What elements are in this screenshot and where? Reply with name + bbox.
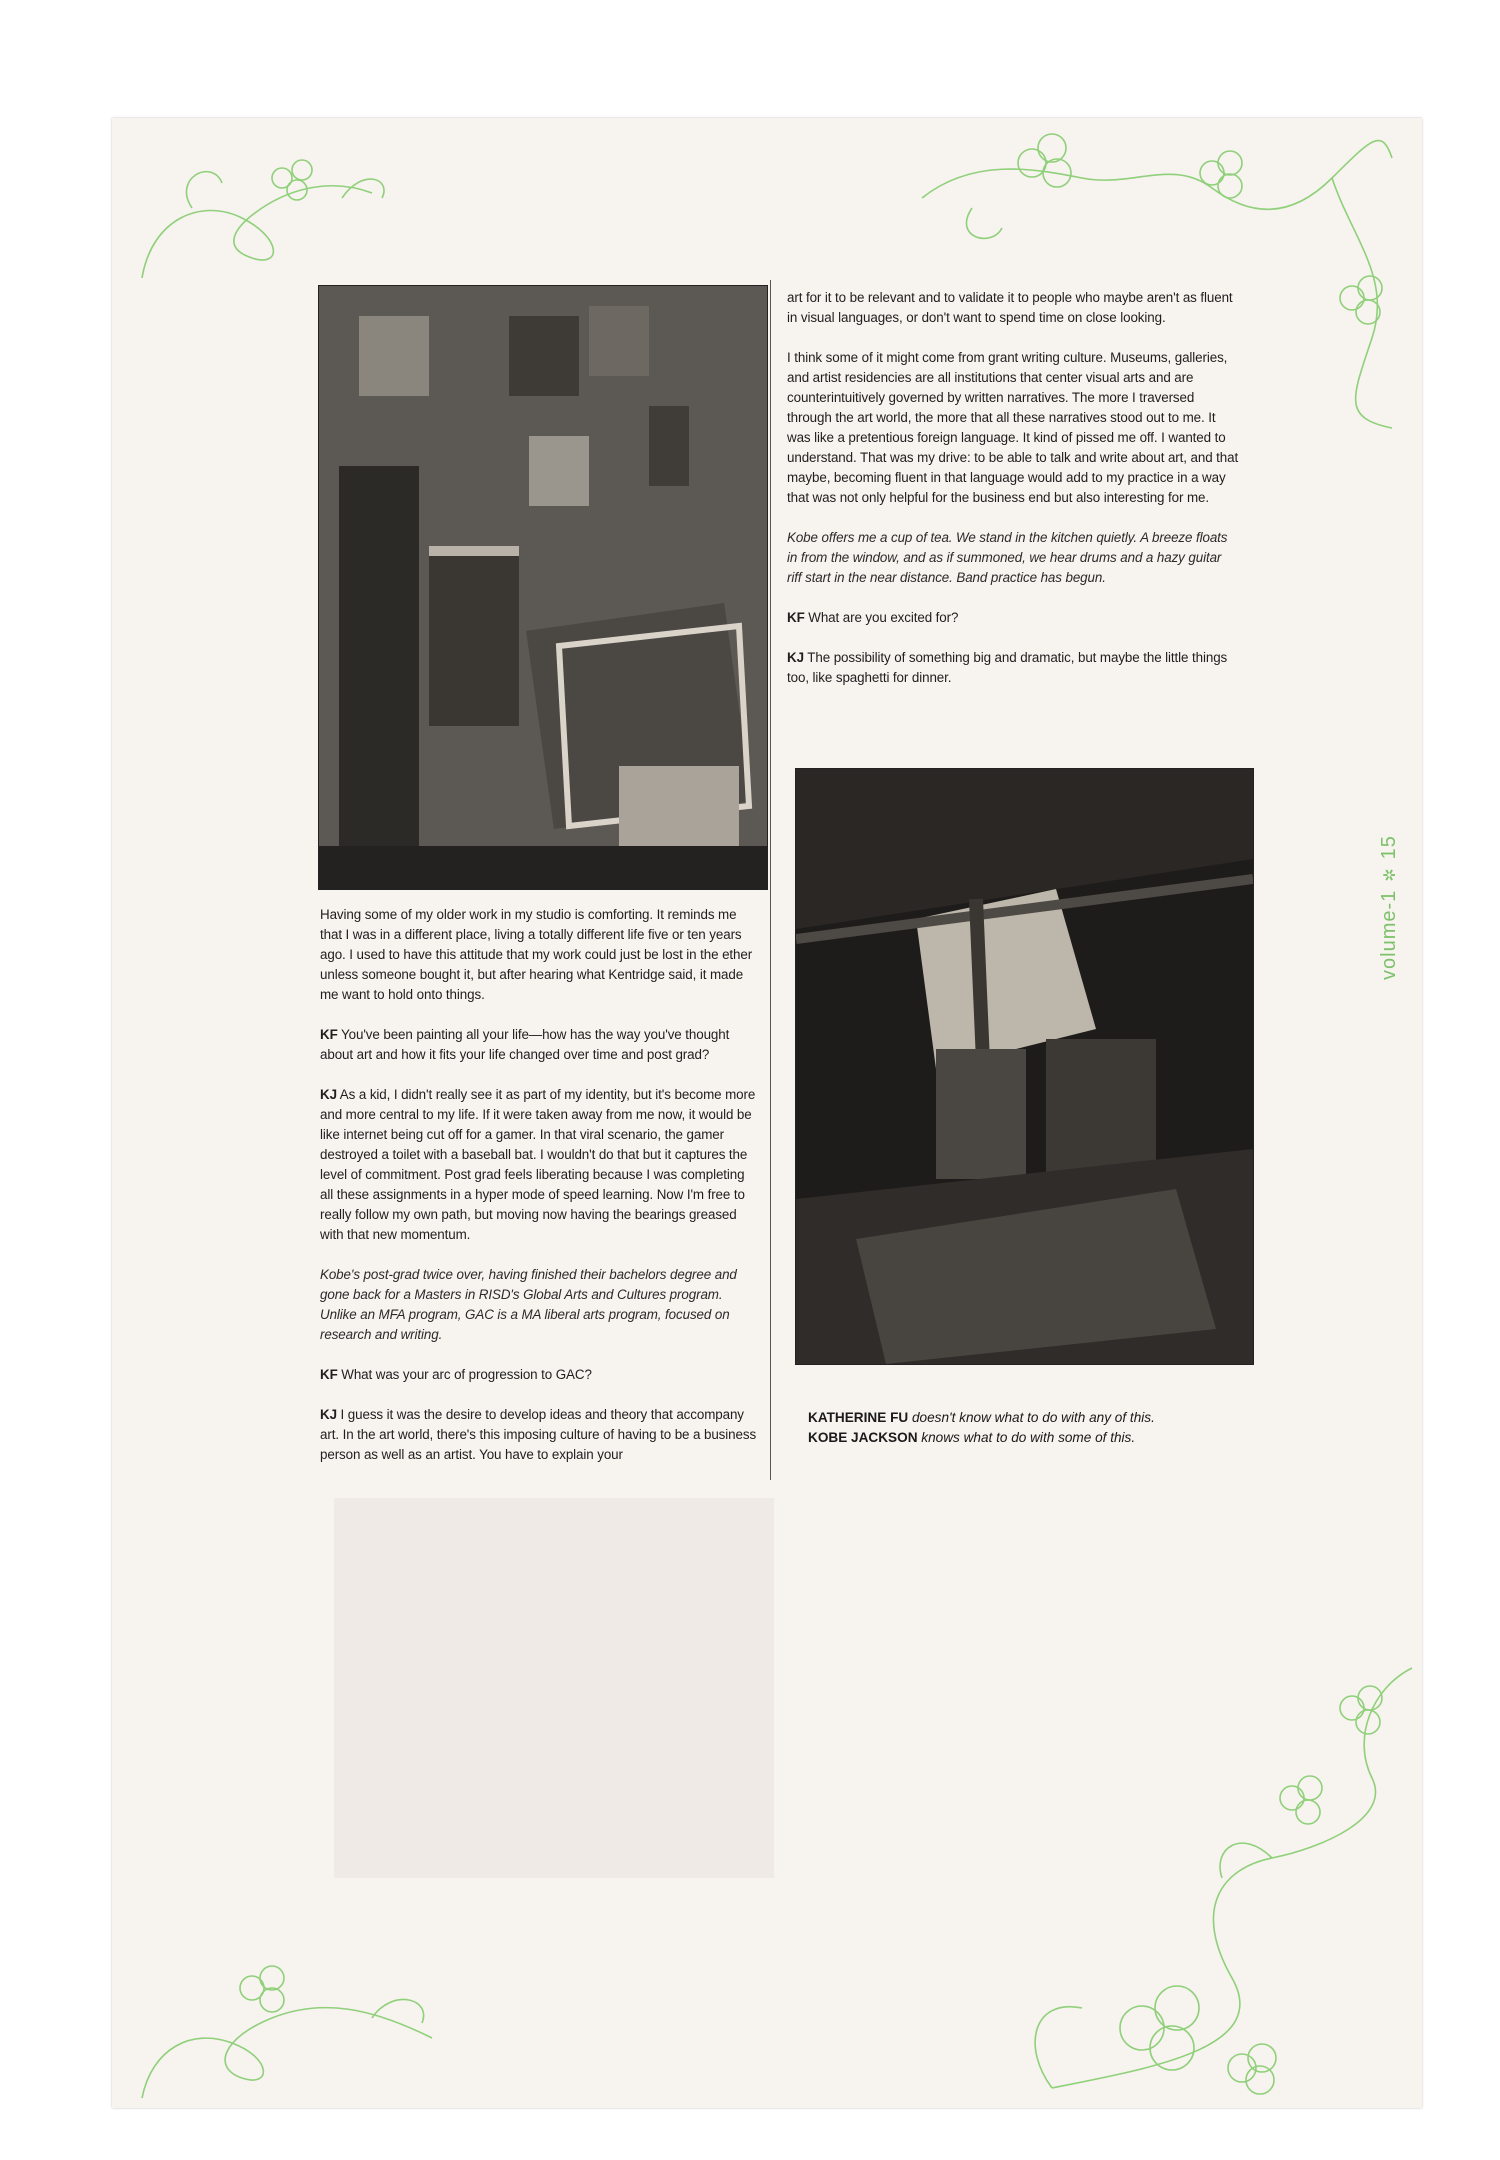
attic-studio-illustration — [796, 769, 1253, 1364]
left-text-column — [320, 905, 760, 1485]
studio-interior-photo — [318, 285, 768, 890]
speaker-initials: KF — [320, 1367, 338, 1382]
answer-text: The possibility of something big and dramatic, but maybe the little things too, like spaghetti for dinner. — [787, 650, 1228, 685]
question-text: What are you excited for? — [804, 610, 959, 625]
contributors-caption — [808, 1408, 1228, 1448]
interview-question — [320, 1025, 760, 1065]
paragraph: art for it to be relevant and to validate it to people who maybe aren't as fluent in visual languages, or don't want to spend time on close looking. — [787, 290, 1233, 325]
italic-narration: Kobe offers me a cup of tea. We stand in the kitchen quietly. A breeze floats in from the window, and as if summoned, we hear drums and a hazy guitar riff start in the near distance. Band practice has begun. — [787, 530, 1228, 585]
column-divider — [770, 280, 771, 1480]
question-text: You've been painting all your life—how has the way you've thought about art and how it fits your life changed over time and post grad? — [320, 1027, 730, 1062]
interview-answer — [320, 1085, 760, 1245]
caption-line — [808, 1428, 1228, 1448]
right-text-column — [787, 288, 1239, 708]
clover-ornament-bottom-left — [132, 1948, 462, 2108]
studio-interior-illustration — [319, 286, 767, 889]
interview-answer — [787, 648, 1239, 688]
contributor-note: knows what to do with some of this. — [917, 1430, 1136, 1445]
page-folio — [1378, 835, 1401, 980]
answer-text: As a kid, I didn't really see it as part of my identity, but it's become more and more central to my life. If it were taken away from me now, it would be like internet being cut off for a gamer. In that viral scenario, the gamer destroyed a toilet with a baseball bat. I wouldn't do that but it captures the level of commitment. Post grad feels liberating because I was completing all these assignments in a hyper mode of speed learning. Now I'm free to really follow my own path, but moving now having the bearings greased with that new momentum. — [320, 1087, 756, 1242]
contributor-note: doesn't know what to do with any of this. — [908, 1410, 1155, 1425]
clover-ornament-bottom-right — [992, 1648, 1422, 2108]
clover-ornament-top-left — [132, 138, 402, 298]
speaker-initials: KJ — [320, 1407, 337, 1422]
speaker-initials: KJ — [787, 650, 804, 665]
speaker-initials: KF — [787, 610, 805, 625]
interview-question — [320, 1365, 760, 1385]
caption-line — [808, 1408, 1228, 1428]
speaker-initials: KJ — [320, 1087, 337, 1102]
contributor-name: KOBE JACKSON — [808, 1430, 918, 1445]
page-number: 15 — [1378, 835, 1400, 860]
italic-narration: Kobe's post-grad twice over, having finished their bachelors degree and gone back for a Masters in RISD's Global Arts and Cultures program. Unlike an MFA program, GAC is a MA liberal arts program, focused on research and writing. — [320, 1267, 737, 1342]
question-text: What was your arc of progression to GAC? — [337, 1367, 592, 1382]
show-through-shadow — [334, 1498, 774, 1878]
volume-label: volume-1 — [1378, 889, 1400, 980]
attic-studio-photo — [795, 768, 1254, 1365]
interview-answer — [320, 1405, 760, 1465]
contributor-name: KATHERINE FU — [808, 1410, 909, 1425]
speaker-initials: KF — [320, 1027, 338, 1042]
paragraph: Having some of my older work in my studio is comforting. It reminds me that I was in a different place, living a totally different life five or ten years ago. I used to have this attitude that my work could just be lost in the ether unless someone bought it, but after hearing what Kentridge said, it made me want to hold onto things. — [320, 907, 753, 1002]
interview-question — [787, 608, 1239, 628]
paragraph: I think some of it might come from grant writing culture. Museums, galleries, and artist residencies are all institutions that center visual arts and are counterintuitively governed by written narratives. The more I traversed through the art world, the more that all these narratives stood out to me. It was like a pretentious foreign language. It kind of pissed me off. I wanted to understand. That was my drive: to be able to talk and write about art, and that maybe, becoming fluent in that language would add to my practice in a way that was not only helpful for the business end but also interesting for me. — [787, 350, 1239, 505]
clover-separator-icon: ✲ — [1382, 867, 1399, 882]
answer-text: I guess it was the desire to develop ideas and theory that accompany art. In the art world, there's this imposing culture of having to be a business person as well as an artist. You have to explain your — [320, 1407, 757, 1462]
